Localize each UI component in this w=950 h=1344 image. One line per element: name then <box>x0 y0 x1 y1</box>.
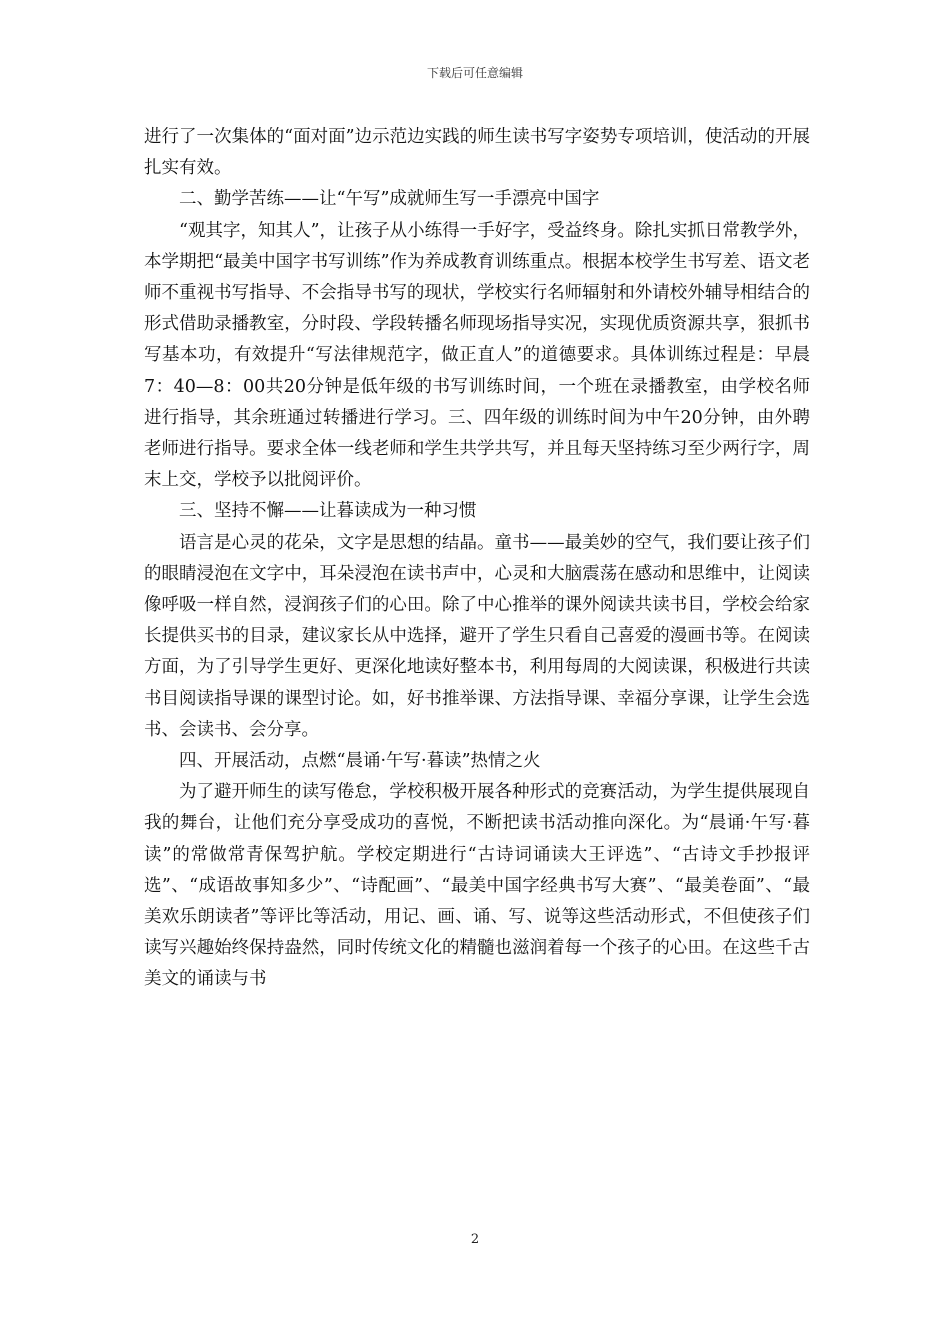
paragraph-activities: 为了避开师生的读写倦怠，学校积极开展各种形式的竞赛活动，为学生提供展现自我的舞台，让他们充分享受成功的喜悦，不断把读书活动推向深化。为“晨诵·午写·暮读”的常做常青保驾护航。学校定期进行“古诗词诵读大王评选”、“古诗文手抄报评选”、“成语故事知多少”、“诗配画”、“最美中国字经典书写大赛”、“最美卷面”、“最美欢乐朗读者”等评比等活动，用记、画、诵、写、说等这些活动形式，不但使孩子们读写兴趣始终保持盎然，同时传统文化的精髓也滋润着每一个孩子的心田。在这些千古美文的诵读与书 <box>144 782 810 990</box>
paragraph-writing-practice: “观其字，知其人”，让孩子从小练得一手好字，受益终身。除扎实抓日常教学外，本学期把“最美中国字书写训练”作为养成教育训练重点。根据本校学生书写差、语文老师不重视书写指导、不会指导书写的现状，学校实行名师辐射和外请校外辅导相结合的形式借助录播教室，分时段、学段转播名师现场指导实况，实现优质资源共享，狠抓书写基本功，有效提升“写法律规范字，做正直人”的道德要求。具体训练过程是：早晨7：40—8：00共20分钟是低年级的书写训练时间，一个班在录播教室，由学校名师进行指导，其余班通过转播进行学习。三、四年级的训练时间为中午20分钟，由外聘老师进行指导。要求全体一线老师和学生共学共写，并且每天坚持练习至少两行字，周末上交，学校予以批阅评价。 <box>144 220 810 491</box>
paragraph-continuation: 进行了一次集体的“面对面”边示范边实践的师生读书写字姿势专项培训，使活动的开展扎实有效。 <box>144 127 810 179</box>
section-heading-2: 二、勤学苦练——让“午写”成就师生写一手漂亮中国字 <box>179 189 600 210</box>
page-number: 2 <box>470 1232 480 1247</box>
paragraph-evening-reading: 语言是心灵的花朵，文字是思想的结晶。童书——最美妙的空气，我们要让孩子们的眼睛浸泡在文字中，耳朵浸泡在读书声中，心灵和大脑震荡在感动和思维中，让阅读像呼吸一样自然，浸润孩子们的心田。除了中心推举的课外阅读共读书目，学校会给家长提供买书的目录，建议家长从中选择，避开了学生只看自己喜爱的漫画书等。在阅读方面，为了引导学生更好、更深化地读好整本书，利用每周的大阅读课，积极进行共读书目阅读指导课的课型讨论。如，好书推举课、方法指导课、幸福分享课，让学生会选书、会读书、会分享。 <box>144 532 810 740</box>
document-body <box>144 122 810 996</box>
section-heading-3: 三、坚持不懈——让暮读成为一种习惯 <box>179 501 477 522</box>
page-header: 下载后可任意编辑 <box>426 66 523 80</box>
section-heading-4: 四、开展活动，点燃“晨诵·午写·暮读”热情之火 <box>179 751 541 772</box>
